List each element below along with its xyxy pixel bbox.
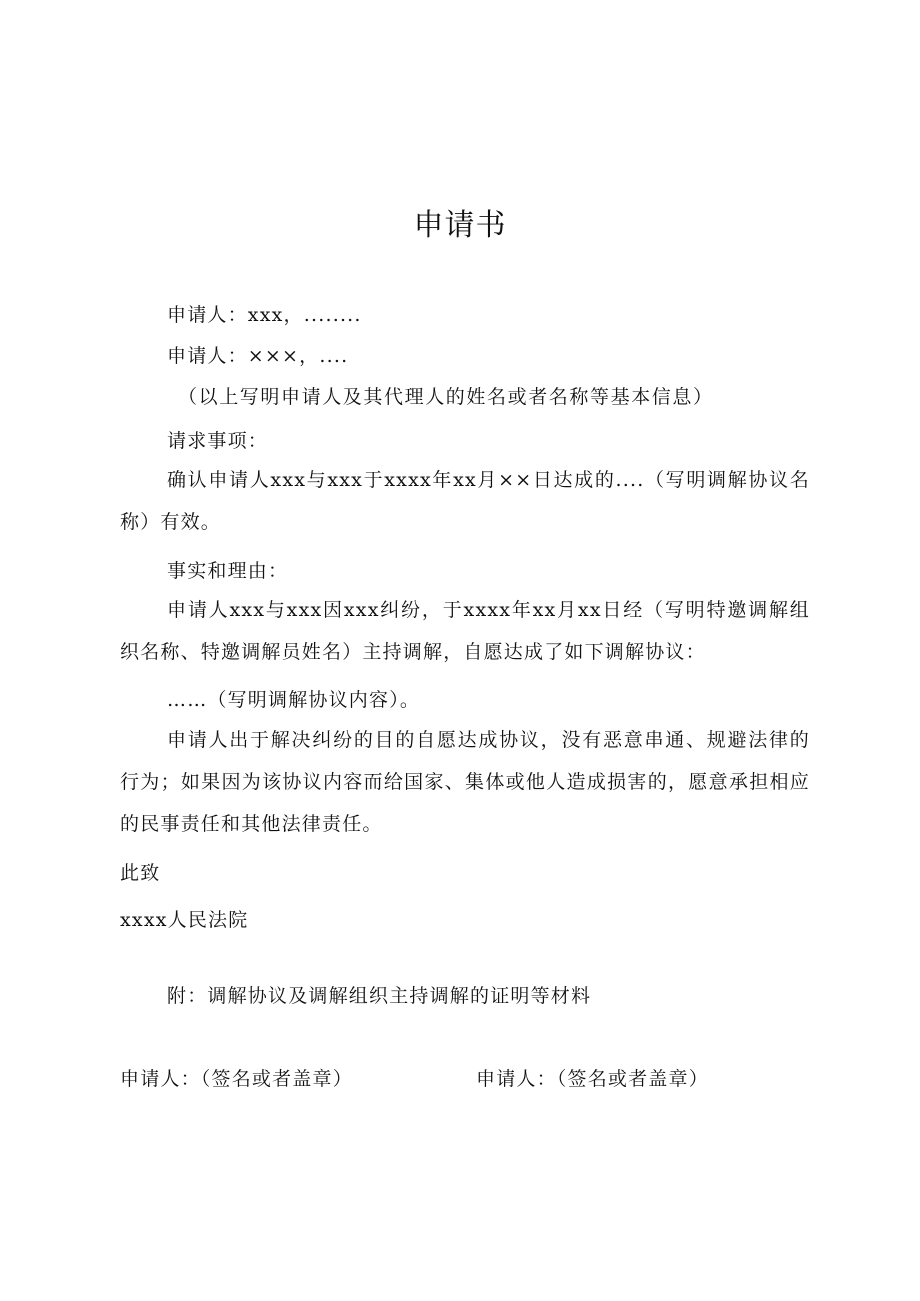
declaration-paragraph: 申请人出于解决纠纷的目的自愿达成协议，没有恶意串通、规避法律的行为；如果因为该协议内容而给国家、集体或他人造成损害的，愿意承担相应的民事责任和其他法律责任。 bbox=[120, 729, 810, 835]
facts-body: 申请人xxx与xxx因xxx纠纷，于xxxx年xx月xx日经（写明特邀调解组织名称、特邀调解员姓名）主持调解，自愿达成了如下调解协议： bbox=[120, 599, 810, 663]
salutation: 此致 bbox=[120, 862, 161, 884]
facts-heading: 事实和理由： bbox=[167, 560, 289, 582]
document-title: 申请书 bbox=[413, 208, 507, 243]
attachment-note: 附：调解协议及调解组织主持调解的证明等材料 bbox=[167, 985, 592, 1007]
applicant-line-2: 申请人：×××，.... bbox=[167, 345, 349, 367]
court-name: xxxx人民法院 bbox=[120, 909, 249, 931]
request-heading: 请求事项： bbox=[167, 430, 269, 452]
signature-line-1: 申请人：（签名或者盖章） bbox=[120, 1068, 353, 1090]
signature-line-2: 申请人：（签名或者盖章） bbox=[476, 1068, 709, 1090]
applicant-note: （以上写明申请人及其代理人的姓名或者名称等基本信息） bbox=[178, 386, 714, 408]
agreement-content: ……（写明调解协议内容）。 bbox=[167, 689, 421, 711]
applicant-line-1: 申请人：xxx，........ bbox=[167, 304, 362, 326]
request-body: 确认申请人xxx与xxx于xxxx年xx月××日达成的....（写明调解协议名称）有效。 bbox=[120, 469, 810, 533]
